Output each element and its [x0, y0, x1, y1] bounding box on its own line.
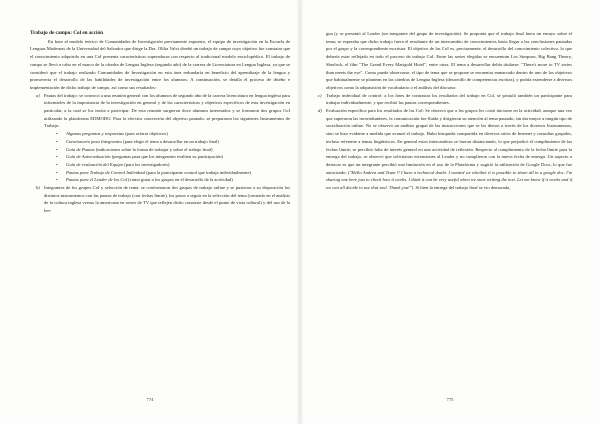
list-item-d-paragraph — [326, 107, 572, 192]
list-item-c-text: Trabajo individual de control: a los fines de contrastar los resultados del trabajo en Col, se postuló también un participante para trabajar individualmente, y que recibió las pautas correspondientes. — [326, 92, 572, 106]
instrument-list-item — [56, 130, 290, 138]
list-marker-d: d) — [318, 108, 322, 114]
instrument-title: Pautas para Trabajo de Control Individual — [66, 169, 146, 175]
list-item-a-text: Pautas del trabajo: se convocó a una reunión general con los alumnos de segundo año de la carrera licenciatura en lengua inglesa para informarles de la importancia de la investigación en general y de las características y objetivos específicos de esta investigación en particular, a la cual se los invita a participar. De esta reunión surgieron doce alumnos interesados y se formaron dos grupos CoI utilizando la plataforma EDMODO. Para la efectiva concreción del objetivo pautado, se prepararon los siguientes Instrumentos de Trabajo: — [44, 92, 290, 129]
bullet-icon: • — [56, 161, 58, 167]
bullet-icon: • — [56, 138, 58, 144]
list-item-c — [312, 92, 572, 107]
bullet-icon: • — [56, 177, 58, 183]
right-page-text — [312, 30, 572, 192]
right-page — [300, 0, 600, 424]
instrument-list-item — [56, 169, 290, 177]
list-item-b-text: Integrantes de los grupos CoI y selección de tema: se conformaron dos grupos de trabajo online y se pusieron a su disposición los distintos instrumentos con las pautas de trabajo (con fechas límite), los pasos a seguir en la selección del tema (centrado en el análisis de la cultura inglesa versus la americana en series de TV que reflejen dicho contraste desde el punto de vista cultural) y del uso de la len- — [44, 185, 290, 214]
intro-paragraph: En base al modelo teórico de Comunidades de Investigación previamente expuesto, el equipo de investigación en la Escuela de Lenguas Modernas de la Universidad del Salvador que dirige la Dra. Olilia Valvi diseñó un trabajo de campo cuyo objetivo fue constatar que el conocimiento adquirido en una CoI presenta características superadoras con respecto al tradicional modelo enciclopédico. El trabajo de campo se llevó a cabo en el marco de la cátedra de Lengua Inglesa (segundo año) de la carrera de Licenciatura en Lengua Inglesa, ya que se consideró que el trabajo realizado Comunidades de Investigación en esta área redundaría en beneficio del aprendizaje de la lengua y promovería el desarrollo de las habilidades de investigación entre los alumnos. A continuación, se detalla el proceso de diseño e implementación de dicho trabajo de campo, así como sus resultados: — [30, 38, 290, 90]
list-marker-c: c) — [318, 92, 322, 98]
list-item-b — [30, 184, 290, 215]
instrument-title: Guía de Autoevaluación — [66, 154, 111, 160]
bullet-icon: • — [56, 169, 58, 175]
instrument-title: Pautas para el Leader de los Col — [66, 177, 127, 183]
instrument-list-item — [56, 153, 290, 161]
instrument-title: Algunas preguntas y respuestas — [66, 131, 124, 137]
list-item-a — [30, 92, 290, 184]
instrument-title: Guía de Pautas — [66, 146, 95, 152]
instrument-list-item — [56, 176, 290, 184]
list-item-d — [312, 107, 572, 192]
section-heading: Trabajo de campo: Col en acción — [30, 30, 103, 36]
instrument-description: (para los investigadores) — [123, 161, 170, 167]
left-page-text — [30, 30, 290, 215]
instrument-description: (indicaciones sobre la forma de trabajar y sobre el trabajo final) — [94, 146, 213, 152]
page-number-left: 774 — [146, 397, 154, 402]
instrument-description: (para la participante control que trabaja individualmente) — [145, 169, 252, 175]
list-item-d-tail: . Si bien la entrega del trabajo final se vio demorada, — [413, 185, 511, 191]
list-item-d-text: Evaluación específica para los resultados de las CoI: Se observó que a los grupos les costó iniciarse en la actividad, aunque una vez que superaron las incertidumbres, la comunicación fue fluida y dirigieron su atención al tema pautado, sin dar mayor a ningún tipo de socialización online. No se observó un análisis grupal de las instrucciones que se les dieron a través de los diversos Instrumentos, sino se hizo evidente a medida que avanzó el trabajo. Hubo búsqueda compartida en diversos sitios de Internet y consultas grupales, incluso referente a temas lingüísticos. En general estos intercambios se fueron distanciando, lo que perjudicó el cumplimiento de las fechas límite; se percibió falta de interés general en una actividad de reflexión. Respecto al cumplimiento de la fecha límite para la entrega del trabajo, se observó que solicitaron extensiones al Leader y no cumplieron con la nueva fecha de entrega. Un aspecto a destacar es que un integrante percibió una limitación en el uso de la Plataforma y sugirió la utilización de Google Docs, lo que fue autorizado: — [326, 108, 572, 175]
instrument-list — [44, 130, 290, 184]
instrument-list-item — [56, 138, 290, 146]
instrument-description: (cómo guiar a los grupos en el desarrollo de la actividad) — [127, 177, 233, 183]
list-marker-b: b) — [36, 185, 40, 191]
list-marker-a: a) — [36, 92, 40, 98]
bullet-icon: • — [56, 154, 58, 160]
bullet-icon: • — [56, 131, 58, 137]
bullet-icon: • — [56, 146, 58, 152]
instrument-title: Guía de evaluación del Equipo — [66, 161, 124, 167]
instrument-list-item — [56, 161, 290, 169]
instrument-description: (para aclarar objetivos) — [123, 131, 168, 137]
quoted-message: ("Hello Andrea and Team !! I have a technical doubt. I wanted we whether it is possible to share all in a google doc. I'm sharing one here just to check how it works. I think it can be very useful when we start writing the text. Let me know if it works and if we can all decide to use that tool. Thank you!") — [326, 169, 573, 191]
continuation-paragraph: gua (y se presentó al Leader (un integrante del grupo de investigación). Se proponía que el trabajo final fuera un ensayo sobre el tema; se esperaba que dicho trabajo fuera el resultante de un intercambio de conocimientos hasta llegar a las conclusiones pautadas por el grupo y la correspondiente escritura. El objetivo de las CoI es, precisamente, el desarrollo del conocimiento colectivo, lo que debería estar reflejado en todo el proceso de trabajo CoI. Entre las series elegidas se encuentran Los Simpson, Big Bang Theory, Sherlock, el film "The Grand Every Marigold Hotel", entre otras. El tema a desarrollar debía titularse: "There's more to TV series than meets the eye". Como puede observarse, el tipo de tema que se propone se encuentra enmarcado dentro de uno de los objetivos que habitualmente se plantean en las cátedras de Lengua Inglesa (desarrollo de competencias escritas), y podría extenderse a diversos objetivos como la adquisición de vocabulario o el análisis del discurso. — [326, 31, 572, 90]
instrument-list-item — [56, 146, 290, 154]
page-number-right: 775 — [446, 397, 454, 402]
instrument-description: (para elegir el tema a desarrollar en un trabajo final) — [121, 138, 219, 144]
instrument-title: Cuestionario para Integrantes — [66, 138, 122, 144]
instrument-description: (preguntas para que los integrantes evalúen su participación) — [110, 154, 224, 160]
